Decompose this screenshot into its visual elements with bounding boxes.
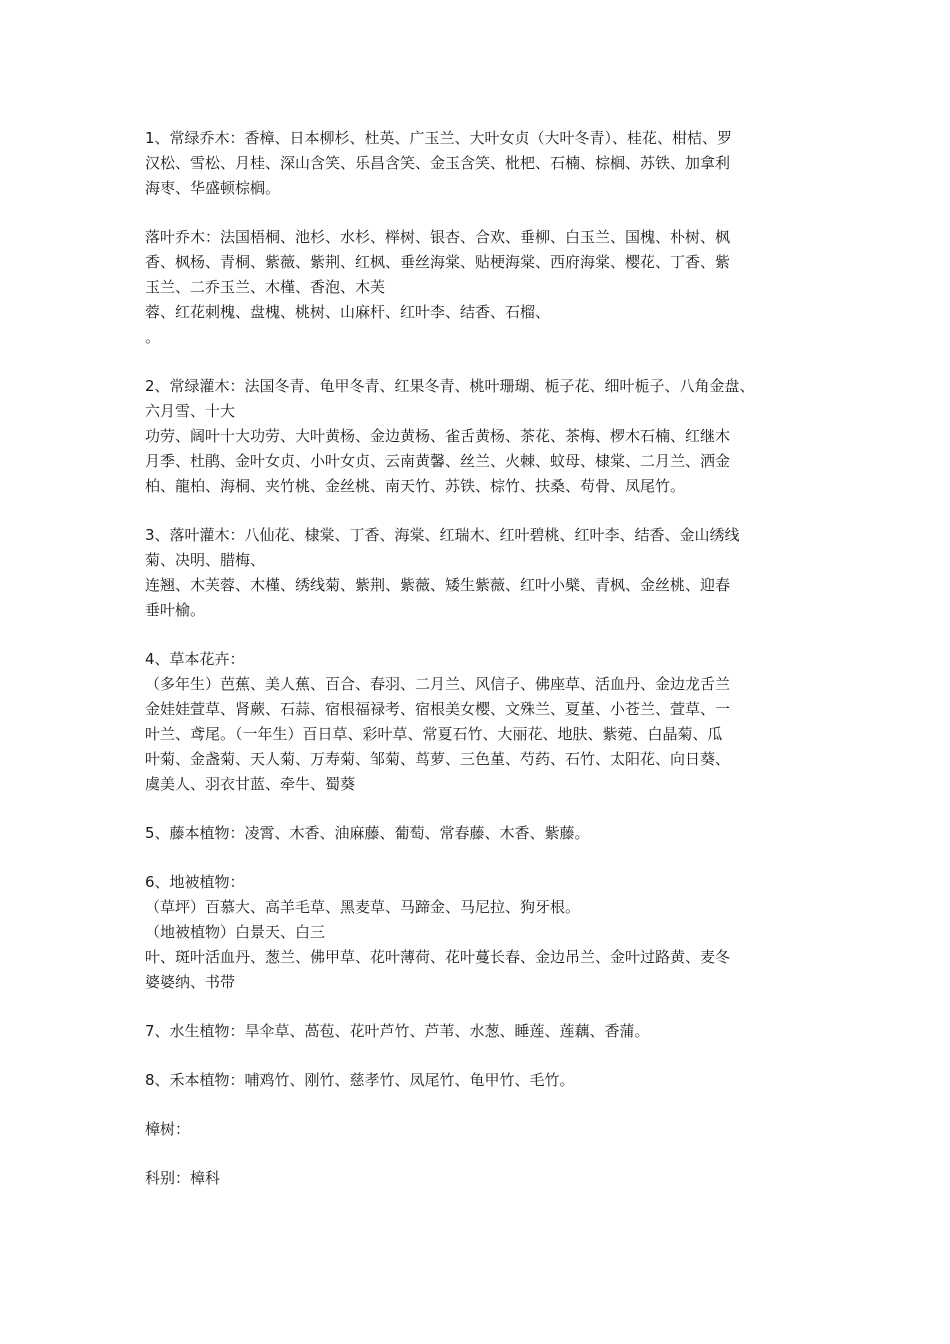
text-line: 香、枫杨、青桐、紫薇、紫荆、红枫、垂丝海棠、贴梗海棠、西府海棠、樱花、丁香、紫 <box>145 253 731 271</box>
paragraph-gap <box>145 350 815 374</box>
text-line: （多年生）芭蕉、美人蕉、百合、春羽、二月兰、风信子、佛座草、活血丹、金边龙舌兰 <box>145 675 731 693</box>
section-evergreen-trees <box>145 126 815 201</box>
section-vines <box>145 821 815 846</box>
text-line: 科别：樟科 <box>145 1169 221 1187</box>
document-page <box>145 126 815 1191</box>
paragraph-gap <box>145 1093 815 1117</box>
text-line: 婆婆纳、书带 <box>145 973 236 991</box>
text-line: （地被植物）白景天、白三 <box>145 923 326 941</box>
text-line: 樟树： <box>145 1120 191 1138</box>
section-herbaceous-flowers <box>145 647 815 797</box>
text-line: 海枣、华盛顿棕榈。 <box>145 179 281 197</box>
section-aquatic-plants <box>145 1019 815 1044</box>
text-line: 。 <box>145 328 161 346</box>
paragraph-gap <box>145 623 815 647</box>
section-deciduous-trees <box>145 225 815 350</box>
text-line: 垂叶榆。 <box>145 601 206 619</box>
text-line: （草坪）百慕大、高羊毛草、黑麦草、马蹄金、马尼拉、狗牙根。 <box>145 898 581 916</box>
text-line: 6、地被植物： <box>145 873 245 891</box>
text-line: 连翘、木芙蓉、木槿、绣线菊、紫荆、紫薇、矮生紫薇、红叶小檗、青枫、金丝桃、迎春 <box>145 576 731 594</box>
text-line: 4、草本花卉： <box>145 650 245 668</box>
text-line: 叶、斑叶活血丹、葱兰、佛甲草、花叶薄荷、花叶蔓长春、金边吊兰、金叶过路黄、麦冬 <box>145 948 731 966</box>
text-line: 汉松、雪松、月桂、深山含笑、乐昌含笑、金玉含笑、枇杷、石楠、棕榈、苏铁、加拿利 <box>145 154 731 172</box>
paragraph-gap <box>145 1142 815 1166</box>
text-line: 2、常绿灌木：法国冬青、龟甲冬青、红果冬青、桃叶珊瑚、栀子花、细叶栀子、八角金盘、 <box>145 377 755 395</box>
section-deciduous-shrubs <box>145 523 815 623</box>
paragraph-gap <box>145 499 815 523</box>
text-line: 蓉、红花刺槐、盘槐、桃树、山麻杆、红叶李、结香、石榴、 <box>145 303 551 321</box>
paragraph-gap <box>145 201 815 225</box>
text-line: 1、常绿乔木：香樟、日本柳杉、杜英、广玉兰、大叶女贞（大叶冬青）、桂花、柑桔、罗 <box>145 129 733 147</box>
paragraph-gap <box>145 846 815 870</box>
text-line: 柏、龍柏、海桐、夹竹桃、金丝桃、南天竹、苏铁、棕竹、扶桑、苟骨、凤尾竹。 <box>145 477 686 495</box>
text-line: 虞美人、羽衣甘蓝、牵牛、蜀葵 <box>145 775 356 793</box>
section-ground-cover <box>145 870 815 995</box>
text-line: 六月雪、十大 <box>145 402 236 420</box>
text-line: 5、藤本植物：凌霄、木香、油麻藤、葡萄、常春藤、木香、紫藤。 <box>145 824 590 842</box>
paragraph-gap <box>145 1044 815 1068</box>
text-line: 玉兰、二乔玉兰、木槿、香泡、木芙 <box>145 278 386 296</box>
text-line: 金娃娃萱草、肾蕨、石蒜、宿根福禄考、宿根美女樱、文殊兰、夏堇、小苍兰、萱草、一 <box>145 700 731 718</box>
text-line: 落叶乔木：法国梧桐、池杉、水杉、榉树、银杏、合欢、垂柳、白玉兰、国槐、朴树、枫 <box>145 228 731 246</box>
text-line: 菊、决明、腊梅、 <box>145 551 266 569</box>
text-line: 叶兰、鸢尾。（一年生）百日草、彩叶草、常夏石竹、大丽花、地肤、紫菀、白晶菊、瓜 <box>145 725 723 743</box>
text-line: 8、禾本植物：哺鸡竹、刚竹、慈孝竹、凤尾竹、龟甲竹、毛竹。 <box>145 1071 575 1089</box>
text-line: 叶菊、金盏菊、天人菊、万寿菊、邹菊、茑萝、三色堇、芍药、石竹、太阳花、向日葵、 <box>145 750 731 768</box>
text-line: 月季、杜鹃、金叶女贞、小叶女贞、云南黄馨、丝兰、火棘、蚊母、棣棠、二月兰、洒金 <box>145 452 731 470</box>
text-line: 7、水生植物：旱伞草、萵苞、花叶芦竹、芦苇、水葱、睡莲、莲藕、香蒲。 <box>145 1022 650 1040</box>
section-family <box>145 1166 815 1191</box>
text-line: 功劳、阔叶十大功劳、大叶黄杨、金边黄杨、雀舌黄杨、茶花、茶梅、椤木石楠、红继木 <box>145 427 731 445</box>
section-grasses <box>145 1068 815 1093</box>
section-camphor-heading <box>145 1117 815 1142</box>
paragraph-gap <box>145 797 815 821</box>
text-line: 3、落叶灌木：八仙花、棣棠、丁香、海棠、红瑞木、红叶碧桃、红叶李、结香、金山绣线 <box>145 526 740 544</box>
section-evergreen-shrubs <box>145 374 815 499</box>
paragraph-gap <box>145 995 815 1019</box>
